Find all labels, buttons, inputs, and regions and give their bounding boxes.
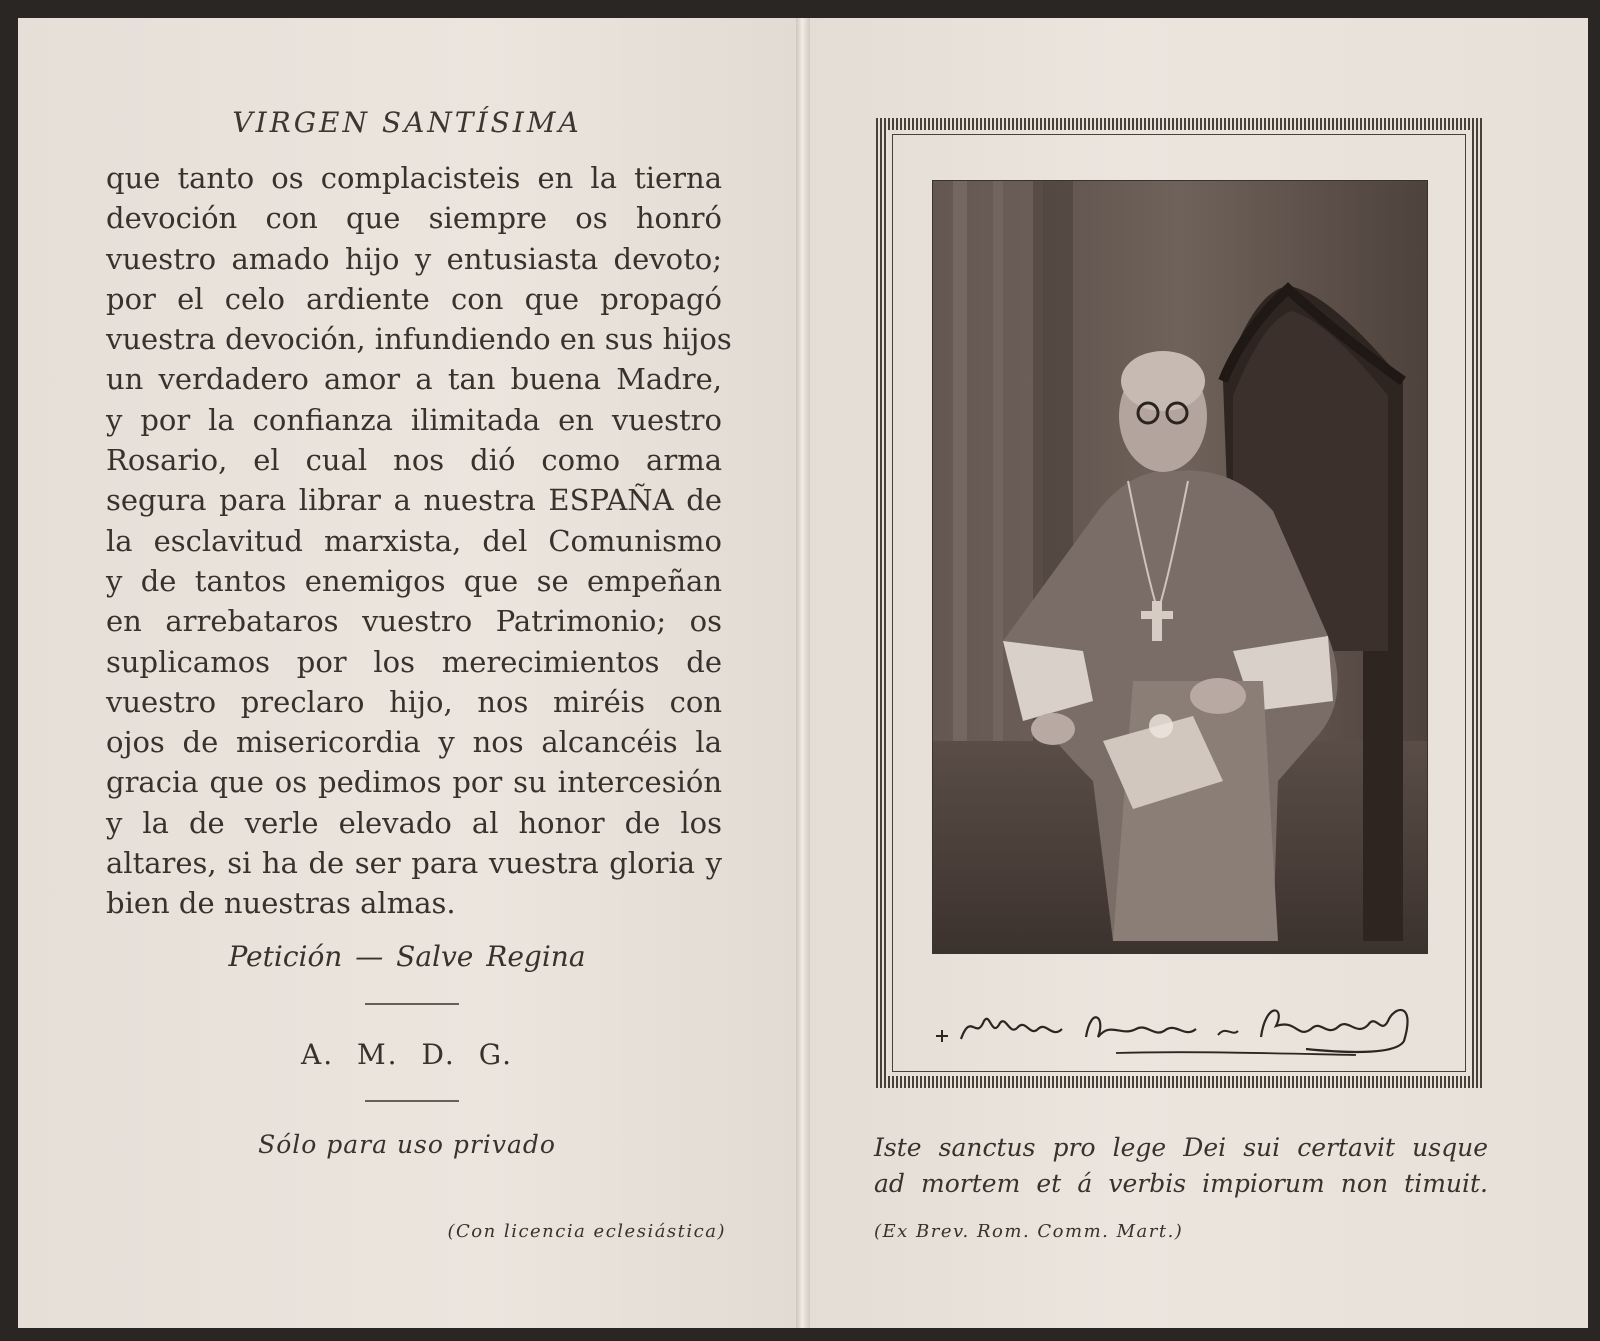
left-page — [18, 18, 796, 1328]
prayer-line: la esclavitud marxista, del Comunismo — [106, 523, 722, 558]
caption-source: (Ex Brev. Rom. Comm. Mart.) — [874, 1221, 1184, 1242]
right-page — [810, 18, 1588, 1328]
bishop-portrait — [932, 180, 1428, 954]
prayer-line: y la de verle elevado al honor de los — [106, 805, 722, 840]
amdg-line: A. M. D. G. — [300, 1038, 513, 1071]
prayer-line: altares, si ha de ser para vuestra gloria y — [106, 846, 722, 881]
prayer-line: y de tantos enemigos que se empeñan — [106, 563, 722, 598]
prayer-heading: VIRGEN SANTÍSIMA — [232, 106, 582, 139]
divider — [365, 1100, 459, 1102]
prayer-line: Rosario, el cual nos dió como arma — [106, 443, 722, 478]
license-note: (Con licencia eclesiástica) — [447, 1221, 726, 1242]
caption-line: Iste sanctus pro lege Dei sui certavit usque — [874, 1133, 1488, 1162]
prayer-line: vuestro preclaro hijo, nos miréis con — [106, 684, 722, 719]
prayer-line: que tanto os complacisteis en la tierna — [106, 161, 722, 195]
prayer-line: ojos de misericordia y nos alcancéis la — [106, 725, 722, 760]
prayer-line: vuestra devoción, infundiendo en sus hijos — [106, 322, 732, 357]
bishop-signature — [926, 991, 1426, 1061]
prayer-card — [18, 18, 1588, 1328]
caption-line: ad mortem et á verbis impiorum non timuit. — [874, 1169, 1488, 1198]
private-use-note: Sólo para uso privado — [258, 1130, 556, 1159]
prayer-line: gracia que os pedimos por su intercesión — [106, 765, 722, 800]
prayer-line: por el celo ardiente con que propagó — [106, 281, 722, 316]
prayer-line: en arrebataros vuestro Patrimonio; os — [106, 604, 722, 639]
prayer-text — [106, 158, 732, 924]
petition-line: Petición — Salve Regina — [228, 940, 586, 973]
card-fold — [796, 18, 810, 1328]
prayer-line: y por la confianza ilimitada en vuestro — [106, 402, 722, 437]
prayer-line: devoción con que siempre os honró — [106, 201, 722, 236]
prayer-line: un verdadero amor a tan buena Madre, — [106, 362, 722, 397]
prayer-line: suplicamos por los merecimientos de — [106, 644, 722, 679]
divider — [365, 1003, 459, 1005]
prayer-line: segura para librar a nuestra ESPAÑA de — [106, 483, 722, 518]
prayer-line: bien de nuestras almas. — [106, 886, 456, 921]
prayer-line: vuestro amado hijo y entusiasta devoto; — [106, 241, 722, 276]
latin-caption — [874, 1130, 1488, 1202]
